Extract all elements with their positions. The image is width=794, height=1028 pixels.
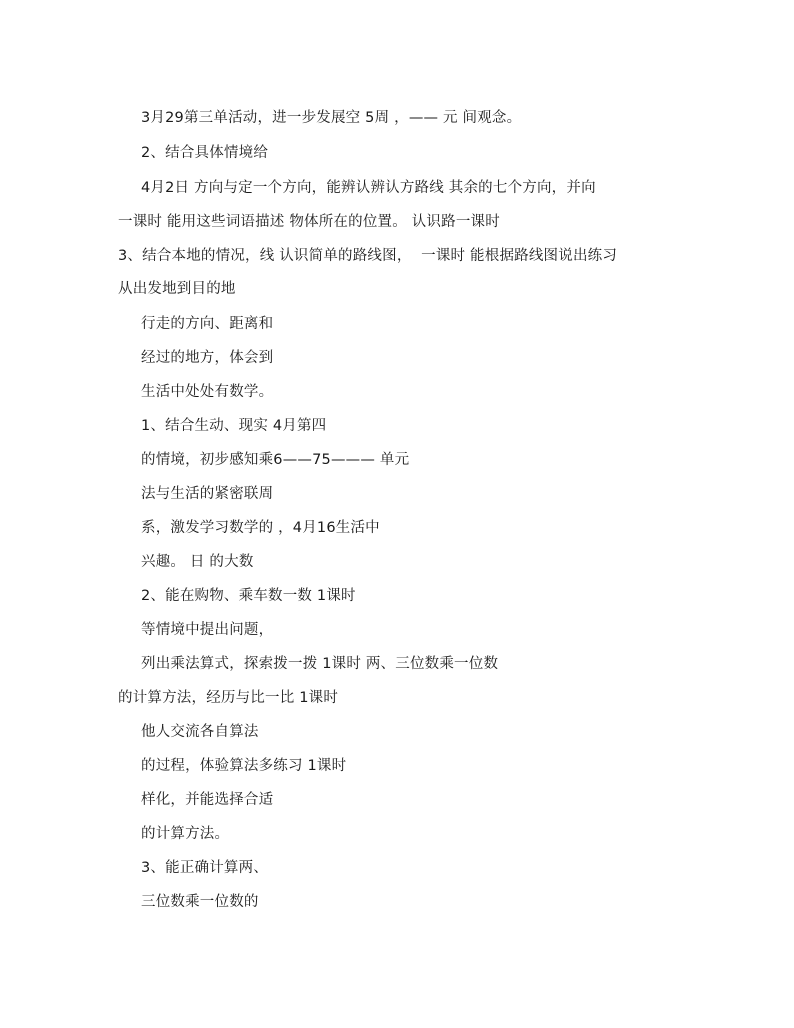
- text-line-15: 2、能在购物、乘车数一数 1课时: [141, 588, 356, 604]
- text-line-6: 从出发地到目的地: [118, 281, 236, 297]
- text-line-4: 一课时 能用这些词语描述 物体所在的位置。 认识路一课时: [118, 214, 500, 230]
- text-line-7: 行走的方向、距离和: [141, 316, 274, 332]
- text-line-2: 2、结合具体情境给: [141, 145, 269, 161]
- text-line-22: 的计算方法。: [141, 826, 230, 842]
- text-line-9: 生活中处处有数学。: [141, 384, 274, 400]
- text-line-10: 1、结合生动、现实 4月第四: [141, 418, 327, 434]
- text-line-21: 样化，并能选择合适: [141, 792, 274, 808]
- text-line-23: 3、能正确计算两、: [141, 860, 269, 876]
- text-line-20: 的过程，体验算法多练习 1课时: [141, 758, 347, 774]
- text-line-17: 列出乘法算式，探索拨一拨 1课时 两、三位数乘一位数: [141, 656, 499, 672]
- text-line-8: 经过的地方，体会到: [141, 350, 274, 366]
- text-line-13: 系，激发学习数学的 ，4月16生活中: [141, 520, 380, 536]
- text-line-16: 等情境中提出问题，: [141, 622, 274, 638]
- text-line-1: 3月29第三单活动，进一步发展空 5周 ，—— 元 间观念。: [141, 110, 522, 126]
- text-line-12: 法与生活的紧密联周: [141, 486, 274, 502]
- text-line-11: 的情境，初步感知乘6——75——— 单元: [141, 452, 410, 468]
- text-line-3: 4月2日 方向与定一个方向，能辨认辨认方路线 其余的七个方向，并向: [141, 180, 596, 196]
- text-line-5: 3、结合本地的情况，线 认识简单的路线图， 一课时 能根据路线图说出练习: [118, 248, 618, 264]
- text-line-24: 三位数乘一位数的: [141, 894, 259, 910]
- text-line-14: 兴趣。 日 的大数: [141, 554, 254, 570]
- text-line-18: 的计算方法，经历与比一比 1课时: [118, 690, 339, 706]
- text-line-19: 他人交流各自算法: [141, 724, 259, 740]
